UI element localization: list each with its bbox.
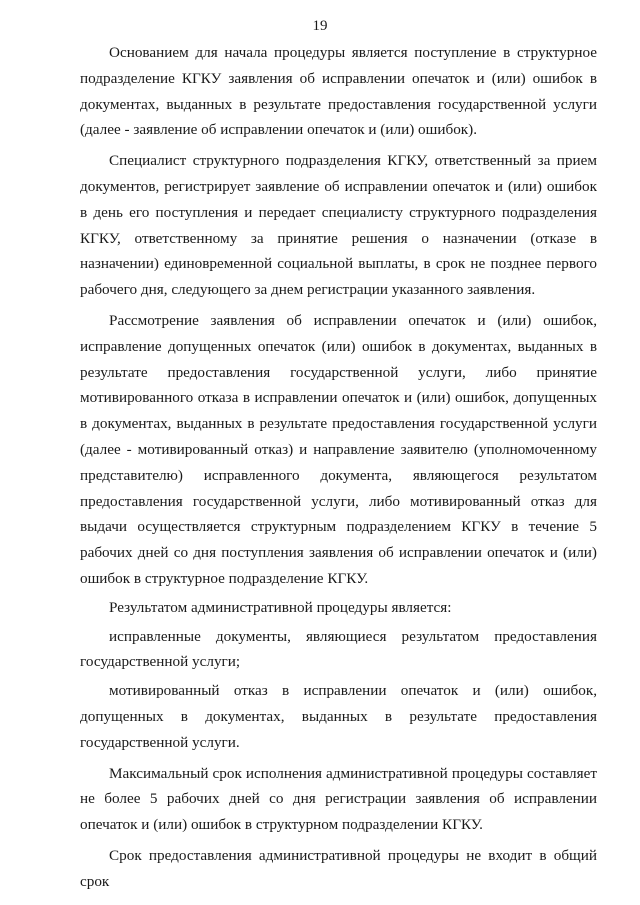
paragraph-basis: Основанием для начала процедуры является поступление в структурное подразделение КГКУ заявления об исправлении опечаток и (или) ошибок в документах, выданных в результате предоставления государственной услуги (далее - заявление об исправлении опечаток и (или) ошибок).: [80, 44, 597, 139]
paragraph-result-corrected-docs: исправленные документы, являющиеся результатом предоставления государственной услуги;: [80, 627, 597, 671]
paragraph-max-term: Максимальный срок исполнения административной процедуры составляет не более 5 рабочих дней со дня регистрации заявления об исправлении опечаток и (или) ошибок в структурном подразделении КГКУ.: [80, 764, 597, 834]
paragraph-review: Рассмотрение заявления об исправлении опечаток и (или) ошибок, исправление допущенных опечаток (или) ошибок в документах, выданных в результате предоставления государственной услуги, либо принятие мотивированного отказа в исправлении опечаток и (или) ошибок, допущенных в документах, выданных в результате предоставления государственной услуги (далее - мотивированный отказ) и направление заявителю (уполномоченному представителю) исправленного документа, являющегося результатом предоставления государственной услуги, либо мотивированный отказ для выдачи осуществляется структурным подразделением КГКУ в течение 5 рабочих дней со дня поступления заявления об исправлении опечаток и (или) ошибок в структурное подразделение КГКУ.: [80, 311, 597, 587]
paragraph-registration: Специалист структурного подразделения КГКУ, ответственный за прием документов, регистрирует заявление об исправлении опечаток и (или) ошибок в день его поступления и передает специалисту структурного подразделения КГКУ, ответственному за принятие решения о назначении (отказе в назначении) единовременной социальной выплаты, в срок не позднее первого рабочего дня, следующего за днем регистрации указанного заявления.: [80, 152, 597, 299]
document-body: [80, 40, 597, 895]
paragraph-result-refusal: мотивированный отказ в исправлении опечаток и (или) ошибок, допущенных в документах, выданных в результате предоставления государственной услуги.: [80, 682, 597, 751]
page-number: 19: [312, 18, 328, 34]
paragraph-term-note: Срок предоставления административной процедуры не входит в общий срок: [80, 846, 597, 890]
paragraph-result-heading: Результатом административной процедуры является:: [109, 598, 452, 616]
